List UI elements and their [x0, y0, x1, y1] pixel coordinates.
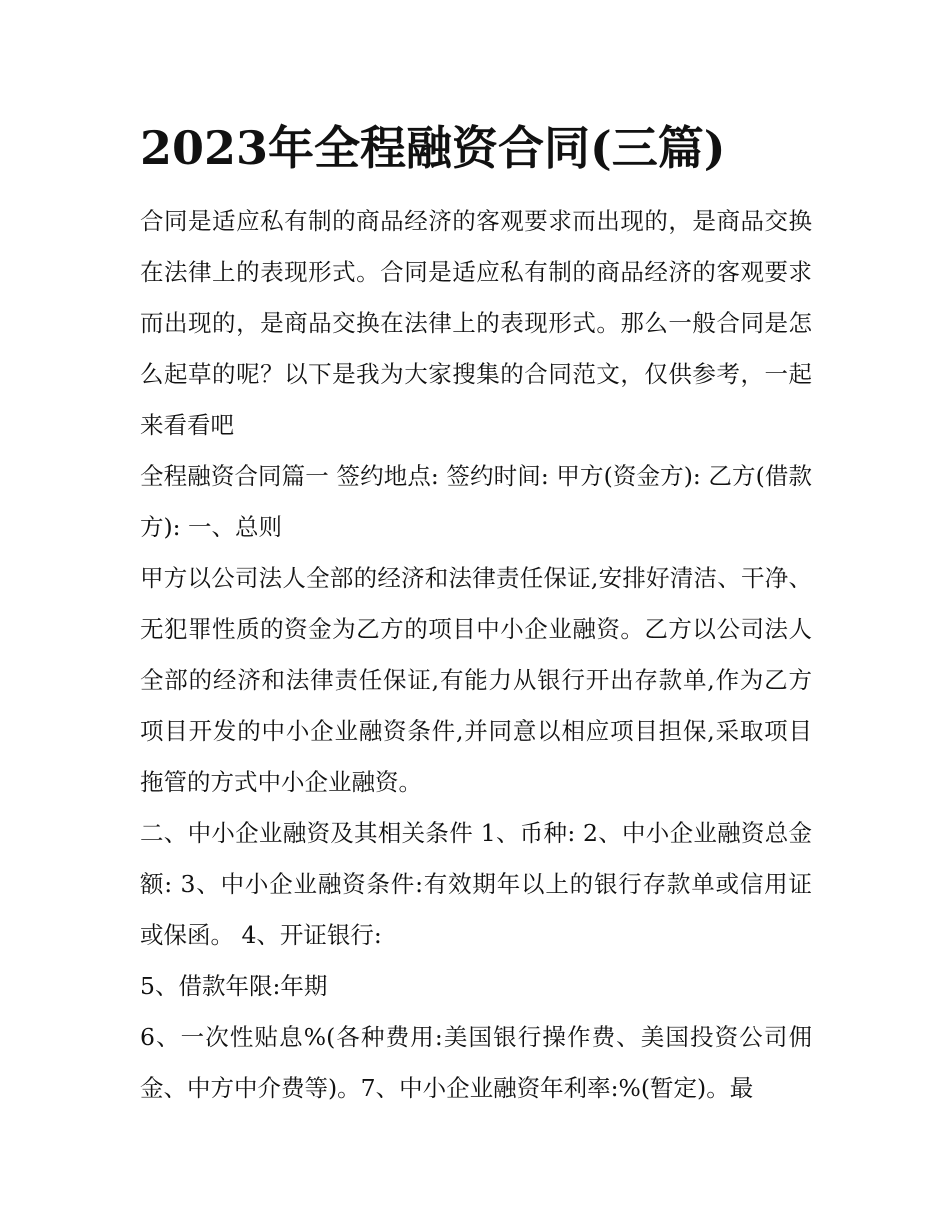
paragraph-contract-header: 全程融资合同篇一 签约地点: 签约时间: 甲方(资金方): 乙方(借款方): 一、总则 — [140, 462, 812, 541]
paragraph-intro: 合同是适应私有制的商品经济的客观要求而出现的，是商品交换在法律上的表现形式。合同是适应私有制的商品经济的客观要求而出现的，是商品交换在法律上的表现形式。那么一般合同是怎么起草的呢？以下是我为大家搜集的合同范文，仅供参考，一起来看看吧 — [140, 207, 812, 439]
paragraph-interest: 6、一次性贴息%(各种费用:美国银行操作费、美国投资公司佣金、中方中介费等)。7、中小企业融资年利率:%(暂定)。最 — [140, 1023, 812, 1102]
paragraph-loan-term: 5、借款年限:年期 — [140, 972, 328, 1000]
paragraph-general-terms: 甲方以公司法人全部的经济和法律责任保证,安排好清洁、干净、无犯罪性质的资金为乙方的项目中小企业融资。乙方以公司法人全部的经济和法律责任保证,有能力从银行开出存款单,作为乙方项目开发的中小企业融资条件,并同意以相应项目担保,采取项目拖管的方式中小企业融资。 — [140, 564, 812, 796]
document-title: 2023年全程融资合同(三篇) — [140, 121, 726, 175]
document-body — [140, 196, 812, 1114]
paragraph-financing-conditions: 二、中小企业融资及其相关条件 1、币种: 2、中小企业融资总金额: 3、中小企业融资条件:有效期年以上的银行存款单或信用证或保函。 4、开证银行: — [140, 819, 812, 949]
